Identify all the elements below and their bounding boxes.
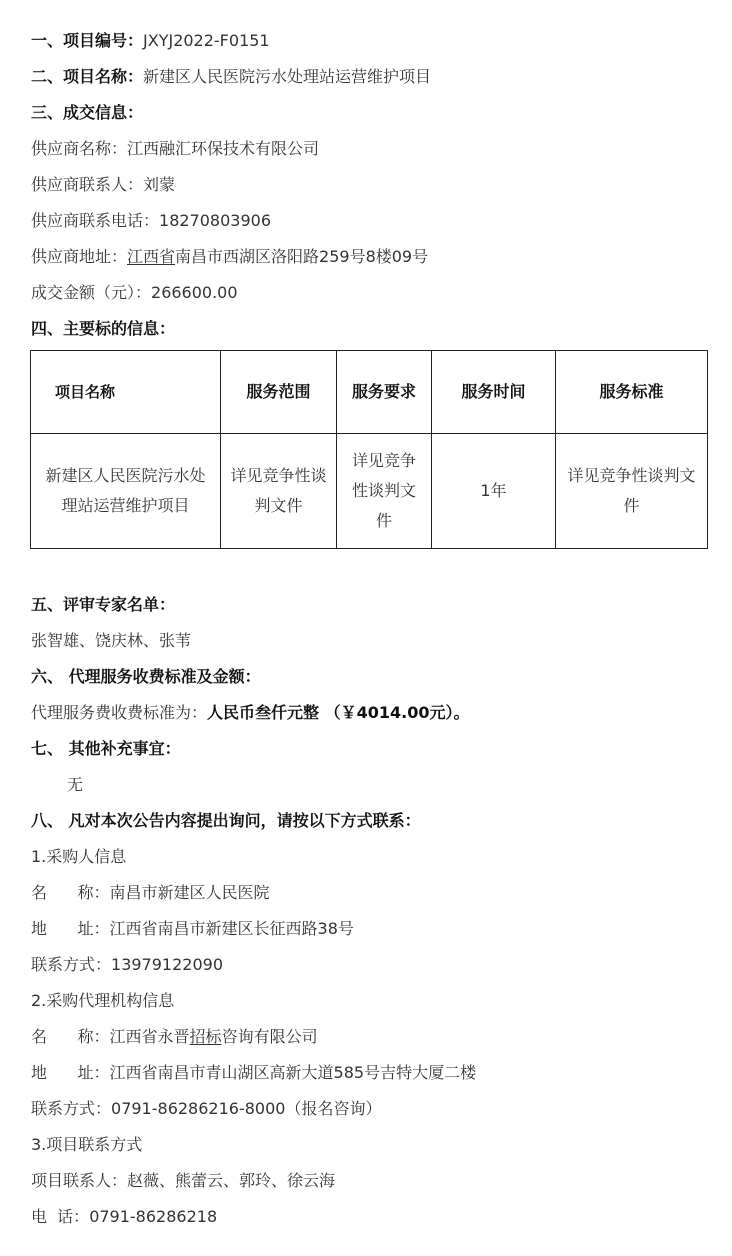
supplier-address: 南昌市西湖区洛阳路259号8楼09号 bbox=[175, 247, 429, 266]
table-header-row bbox=[31, 351, 708, 434]
agency-name-label: 名 称： bbox=[31, 1027, 110, 1046]
agency-address: 江西省南昌市青山湖区高新大道585号吉特大厦二楼 bbox=[109, 1063, 477, 1082]
project-contact-people-line bbox=[31, 1171, 722, 1191]
project-contact-phone-line bbox=[31, 1207, 722, 1227]
project-name-line bbox=[31, 67, 722, 87]
supplier-name-line bbox=[31, 139, 722, 159]
project-contact-title: 3.项目联系方式 bbox=[31, 1135, 143, 1154]
supplier-phone-line bbox=[31, 211, 722, 231]
agency-address-line bbox=[31, 1063, 722, 1083]
cell-service-time: 1年 bbox=[432, 434, 556, 549]
supplier-address-label: 供应商地址： bbox=[31, 247, 128, 266]
purchaser-name: 南昌市新建区人民医院 bbox=[109, 883, 270, 902]
section-4-heading: 四、主要标的信息： bbox=[31, 319, 176, 338]
deal-amount-line bbox=[31, 283, 722, 303]
agency-address-label: 地 址： bbox=[31, 1063, 110, 1082]
items-table bbox=[30, 350, 708, 549]
cell-service-standard: 详见竞争性谈判文件 bbox=[556, 434, 708, 549]
agency-fee-amount: 人民币叁仟元整 （￥4014.00元）。 bbox=[207, 703, 470, 722]
project-number-line bbox=[31, 31, 722, 51]
agency-contact-label: 联系方式： bbox=[31, 1099, 112, 1118]
section-3-heading: 三、成交信息： bbox=[31, 103, 144, 122]
project-number: JXYJ2022-F0151 bbox=[143, 31, 270, 50]
purchaser-contact-label: 联系方式： bbox=[31, 955, 112, 974]
project-contact-people: 赵薇、熊蕾云、郭玲、徐云海 bbox=[127, 1171, 336, 1190]
supplier-phone-label: 供应商联系电话： bbox=[31, 211, 160, 230]
section-5-heading: 五、评审专家名单： bbox=[31, 595, 176, 614]
agency-name-line bbox=[31, 1027, 722, 1047]
cell-service-requirement: 详见竞争性谈判文件 bbox=[337, 434, 432, 549]
purchaser-contact-line bbox=[31, 955, 722, 975]
header-project-name: 项目名称 bbox=[31, 351, 221, 434]
cell-project-name: 新建区人民医院污水处理站运营维护项目 bbox=[31, 434, 221, 549]
cell-service-scope: 详见竞争性谈判文件 bbox=[221, 434, 337, 549]
supplier-contact-label: 供应商联系人： bbox=[31, 175, 144, 194]
table-row bbox=[31, 434, 708, 549]
purchaser-address-label: 地 址： bbox=[31, 919, 110, 938]
purchaser-title: 1.采购人信息 bbox=[31, 847, 127, 866]
supplier-address-province: 江西省 bbox=[127, 247, 176, 266]
deal-amount: 266600.00 bbox=[151, 283, 238, 302]
purchaser-address-line bbox=[31, 919, 722, 939]
header-service-scope: 服务范围 bbox=[221, 351, 337, 434]
supplier-phone: 18270803906 bbox=[159, 211, 271, 230]
supplier-contact-line bbox=[31, 175, 722, 195]
supplier-address-line bbox=[31, 247, 722, 267]
header-service-time: 服务时间 bbox=[432, 351, 556, 434]
agency-contact-line bbox=[31, 1099, 722, 1119]
project-contact-phone-label: 电 话： bbox=[31, 1207, 90, 1226]
section-7-heading: 七、 其他补充事宜： bbox=[31, 739, 181, 758]
project-contact-phone: 0791-86286218 bbox=[89, 1207, 218, 1226]
expert-list: 张智雄、饶庆林、张苇 bbox=[31, 631, 192, 650]
project-name: 新建区人民医院污水处理站运营维护项目 bbox=[143, 67, 432, 86]
agency-contact: 0791-86286216-8000（报名咨询） bbox=[111, 1099, 382, 1118]
section-2-heading: 二、项目名称： bbox=[31, 67, 144, 86]
agency-title: 2.采购代理机构信息 bbox=[31, 991, 175, 1010]
deal-amount-label: 成交金额（元）： bbox=[31, 283, 152, 302]
agency-name-suffix: 咨询有限公司 bbox=[221, 1027, 318, 1046]
header-service-requirement: 服务要求 bbox=[337, 351, 432, 434]
header-service-standard: 服务标准 bbox=[556, 351, 708, 434]
other-matters: 无 bbox=[67, 775, 84, 794]
agency-fee-line bbox=[31, 703, 722, 723]
agency-fee-label: 代理服务费收费标准为： bbox=[31, 703, 208, 722]
purchaser-address: 江西省南昌市新建区长征西路38号 bbox=[109, 919, 354, 938]
agency-name-prefix: 江西省永晋 bbox=[109, 1027, 190, 1046]
agency-name-underlined: 招标 bbox=[189, 1027, 222, 1046]
purchaser-name-label: 名 称： bbox=[31, 883, 110, 902]
section-8-heading: 八、 凡对本次公告内容提出询问，请按以下方式联系： bbox=[31, 811, 421, 830]
supplier-name: 江西融汇环保技术有限公司 bbox=[127, 139, 320, 158]
purchaser-name-line bbox=[31, 883, 722, 903]
supplier-name-label: 供应商名称： bbox=[31, 139, 128, 158]
section-1-heading: 一、项目编号： bbox=[31, 31, 144, 50]
project-contact-people-label: 项目联系人： bbox=[31, 1171, 128, 1190]
section-6-heading: 六、 代理服务收费标准及金额： bbox=[31, 667, 261, 686]
supplier-contact: 刘蒙 bbox=[143, 175, 176, 194]
purchaser-contact: 13979122090 bbox=[111, 955, 223, 974]
